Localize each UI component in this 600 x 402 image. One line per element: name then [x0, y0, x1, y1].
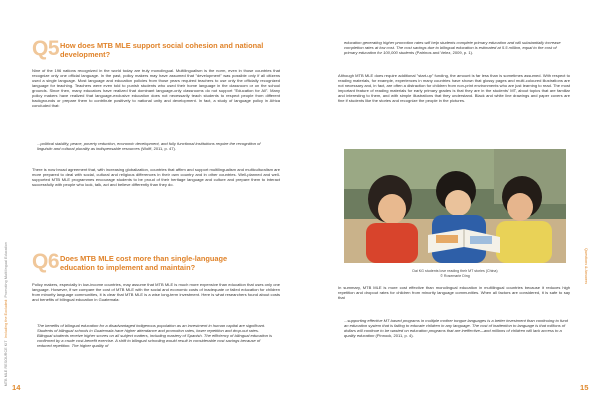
q5-paragraph-1: Nine of the 196 nations recognized in the world today are truly monolingual. Multilingualism is the norm, even in those countries that recognize only one official language. In the past, policy makers may have assumed that "development" was possible only if all citizens used a single language. Most language and education policies from those years required teachers to use only the officially recognized language for teaching. Teachers were even told to punish students who used their home language in the classroom or on the school grounds. Since then, many educators have realized that dominant language-only classrooms do not support "Education for All". Many policy makers have realized that language-exclusive education does not necessarily teach students to respect people from different backgrounds or prepare them to contribute positively to national unity and development. In fact, a study of language policy in Africa concluded that: [32, 68, 280, 109]
photo-caption [344, 269, 566, 278]
q5-body [32, 68, 280, 111]
classroom-photo [344, 149, 566, 263]
q6-quote-continued [344, 40, 570, 55]
q5-body-2 [32, 167, 280, 190]
summary-body [338, 285, 570, 303]
q6-title: Does MTB MLE cost more than single-language education to implement and maintain? [60, 254, 228, 273]
spine-kit-title: MTB MLE RESOURCE KIT [4, 340, 8, 387]
q6-quote-continued-text: education generating higher promotion rates will help students complete primary education and will substantially increase completion rates at low cost. The cost savings due to bilingual education is estimated at 5.5 million, equal to the cost of primary education for 100,000 students [344, 40, 561, 56]
left-spine-title [4, 242, 8, 386]
right-paragraph-1: Although MTB MLE does require additional "start-up" funding, the amount is far less than is sometimes assumed. With respect to reading materials, for example, experiences in many countries have shown that glossy pages and multi-coloured illustrations are not necessary and, in fact, are often a distraction for children from non-print environments who are just learning to read. The most important feature of reading materials for early primary grades is that they are in the students' MT, about topics that are familiar and interesting to them, and with simple illustrations that they understand. Black and white line drawings and paper covers are fine if students like the stories and recognize the people in the pictures. [338, 73, 570, 104]
right-spine-title: Questions & Answers [584, 248, 588, 285]
q6-quote-continued-cite: (Patrinos and Velez, 2009, p. 1). [415, 50, 474, 56]
q6-quote-text: The benefits of bilingual education for a disadvantaged indigenous population as an investment in human capital are significant. Students of bilingual schools in Guatemala have higher attendance and promotion rates, lower repetition and drop-out rates. Bilingual students receive higher scores on all subject matters, including mastery of Spanish. The efficiency of bilingual education is confirmed by a crude cost-benefit exercise. A shift to bilingual schooling would result in considerable cost savings because of reduced repetition. The higher quality of [37, 323, 273, 349]
q6-paragraph-1: Policy makers, especially in low-income countries, may assume that MTB MLE is much more expensive than education that uses only one language. However, if we compare the cost of MTB MLE with the social and economic costs of inadequate or failed education for children from minority language communities, it is clear that MTB MLE is a wise long-term investment. Here is what researchers found about costs and benefits of bilingual education in Guatemala: [32, 282, 280, 303]
photo-caption-text: Dai KG students love reading their MT stories (China) [412, 269, 498, 273]
summary-paragraph: In summary, MTB MLE is more cost effective than monolingual education in multilingual countries because it reduces high repetition and dropout rates for children from minority language communities. When all factors are considered, it is safe to say that [338, 285, 570, 301]
spine-book-subtitle: Promoting Multilingual Education [4, 242, 8, 299]
pinnock-quote-cite: (Pinnock, 2011, p. 4). [375, 333, 414, 339]
q5-quote [37, 141, 275, 151]
q6-heading [32, 252, 282, 272]
q6-label: Q6 [32, 250, 60, 273]
page-number-right: 15 [580, 383, 589, 392]
q5-title: How does MTB MLE support social cohesion and national development? [60, 41, 264, 60]
q5-quote-text: ...political stability, peace, poverty reduction, economic development, and fully functional institutions require the recognition of linguistic and cultural plurality as indispensable resources [37, 141, 261, 152]
q5-heading [32, 39, 282, 59]
pinnock-quote-text: ...supporting effective MT based programs in multiple mother tongue languages is a better investment than continuing to fund an education system that is failing to educate children in any language. The cost of inattention to language is that millions of dollars will continue to be wasted on education programs that are ineffective—and millions of children will lack access to a quality education [344, 318, 568, 339]
q5-paragraph-2: There is now broad agreement that, with increasing globalization, countries that affirm and support multilingualism and multiculturalism are more prepared to deal with social, cultural and religious differences in their own country and in other countries. Well-planned and well-supported MTB MLE programmes encourage students to be proud of their heritage language and culture and prepare them to interact successfully with people who look, talk, act and believe differently than they do. [32, 167, 280, 188]
q5-label: Q5 [32, 37, 60, 60]
children-reading-illustration [344, 149, 566, 263]
q6-body [32, 282, 280, 305]
q6-quote [37, 323, 275, 348]
right-body [338, 73, 570, 106]
spine-book-title: Including the Excluded: [4, 298, 8, 339]
q5-quote-cite: (Wolff, 2011, p. 47). [140, 146, 177, 152]
pinnock-quote [344, 318, 568, 338]
photo-credit: © Rosemarie Ding [440, 273, 470, 278]
page-number-left: 14 [12, 383, 21, 392]
